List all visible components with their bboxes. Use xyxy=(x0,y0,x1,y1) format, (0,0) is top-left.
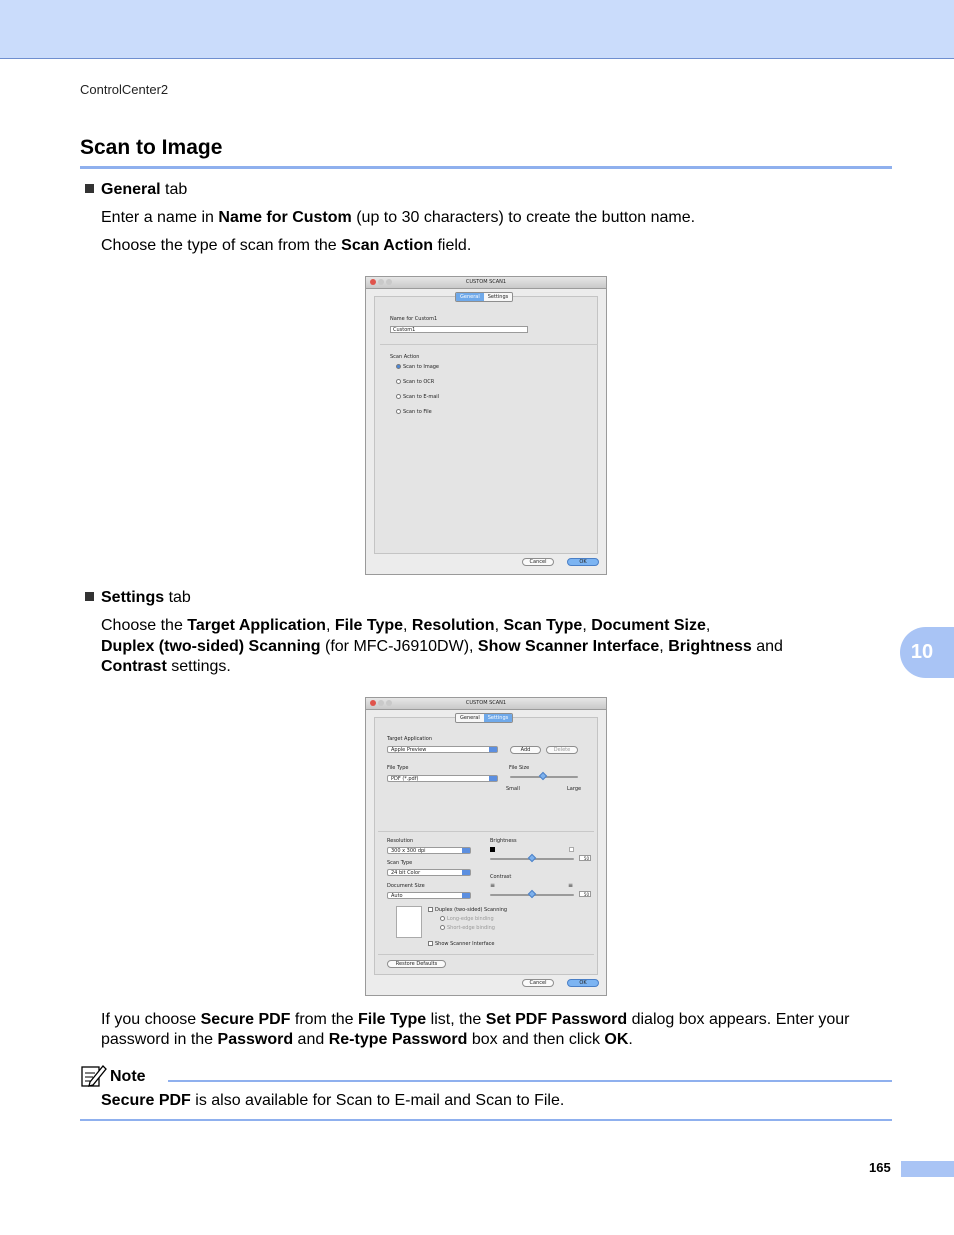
text: . xyxy=(628,1031,633,1048)
text: , xyxy=(494,617,504,634)
settings-paragraph-line-1 xyxy=(101,616,710,636)
contrast-high-icon: ≡ xyxy=(568,882,574,889)
tab-general[interactable]: General xyxy=(456,714,484,722)
text: settings. xyxy=(166,658,231,675)
text: OK xyxy=(604,1031,629,1048)
text: password in the xyxy=(101,1031,218,1048)
section-title: Scan to Image xyxy=(80,136,223,159)
divider xyxy=(380,344,598,345)
radio-icon xyxy=(396,394,401,399)
text: Resolution xyxy=(411,617,495,634)
note-pencil-icon xyxy=(81,1063,107,1087)
small-label: Small xyxy=(506,786,520,792)
text: list, the xyxy=(426,1011,486,1028)
text: Scan Action xyxy=(341,237,434,254)
note-bottom-rule xyxy=(80,1119,892,1121)
brightness-value[interactable]: 50 xyxy=(579,855,591,861)
bullet-square-icon xyxy=(85,184,94,193)
restore-defaults-button[interactable]: Restore Defaults xyxy=(387,960,446,968)
ok-button[interactable]: OK xyxy=(567,558,599,566)
text: is also available for Scan to E-mail and Scan to File. xyxy=(190,1092,565,1109)
text: and xyxy=(751,638,783,655)
text: Choose the xyxy=(101,617,188,634)
text: File Type xyxy=(334,617,404,634)
running-head: ControlCenter2 xyxy=(80,82,169,97)
show-scanner-interface-label: Show Scanner Interface xyxy=(435,941,495,947)
chapter-tab: 10 xyxy=(900,627,954,678)
text: from the xyxy=(290,1011,359,1028)
note-text xyxy=(101,1091,564,1111)
radio-icon xyxy=(440,925,445,930)
target-application-select[interactable]: Apple Preview xyxy=(387,746,498,753)
text: dialog box appears. Enter your xyxy=(627,1011,850,1028)
bullet-square-icon xyxy=(85,592,94,601)
settings-paragraph-line-2 xyxy=(101,637,783,657)
dialog-titlebar xyxy=(366,277,606,289)
general-paragraph-2 xyxy=(101,236,471,256)
text: Password xyxy=(217,1031,294,1048)
settings-bullet xyxy=(85,588,191,608)
text: box and then click xyxy=(467,1031,605,1048)
option-scan-to-file[interactable] xyxy=(396,409,432,415)
text: , xyxy=(582,617,592,634)
file-type-select[interactable]: PDF (*.pdf) xyxy=(387,775,498,782)
cancel-button[interactable]: Cancel xyxy=(522,979,554,987)
duplex-label: Duplex (two-sided) Scanning xyxy=(435,907,508,913)
text: Re-type Password xyxy=(328,1031,468,1048)
dialog-titlebar xyxy=(366,698,606,710)
cancel-button[interactable]: Cancel xyxy=(522,558,554,566)
document-size-select[interactable]: Auto xyxy=(387,892,471,899)
custom-scan-dialog-general xyxy=(365,276,607,575)
resolution-select[interactable]: 300 x 300 dpi xyxy=(387,847,471,854)
general-bullet-rest: tab xyxy=(160,181,188,198)
settings-bullet-rest: tab xyxy=(164,589,191,606)
duplex-document-icon xyxy=(396,906,422,938)
text: and xyxy=(293,1031,329,1048)
contrast-value[interactable]: 50 xyxy=(579,891,591,897)
general-bullet-label: General xyxy=(101,181,161,198)
checkbox-icon xyxy=(428,907,433,912)
text: Document Size xyxy=(591,617,706,634)
divider xyxy=(378,954,594,955)
scan-action-label: Scan Action xyxy=(390,354,420,360)
file-size-label: File Size xyxy=(509,765,530,771)
general-paragraph-1 xyxy=(101,208,695,228)
note-label: Note xyxy=(110,1068,146,1085)
text: Contrast xyxy=(101,658,167,675)
tab-settings[interactable]: Settings xyxy=(484,293,513,301)
text: (for MFC-J6910DW), xyxy=(320,638,478,655)
contrast-label: Contrast xyxy=(490,874,512,880)
text: File Type xyxy=(358,1011,427,1028)
delete-button[interactable]: Delete xyxy=(546,746,578,754)
divider xyxy=(378,831,594,832)
dialog-tabs xyxy=(455,713,513,723)
option-scan-to-ocr[interactable] xyxy=(396,379,434,385)
text: Choose the type of scan from the xyxy=(101,237,342,254)
radio-icon xyxy=(396,364,401,369)
settings-bullet-label: Settings xyxy=(101,589,165,606)
radio-icon xyxy=(440,916,445,921)
page-number: 165 xyxy=(869,1160,891,1175)
long-edge-option[interactable] xyxy=(440,916,494,922)
duplex-checkbox[interactable] xyxy=(428,907,507,913)
resolution-label: Resolution xyxy=(387,838,414,844)
text: Secure PDF xyxy=(200,1011,291,1028)
dialog-title: CUSTOM SCAN1 xyxy=(465,279,507,285)
secure-paragraph-line-1 xyxy=(101,1010,850,1030)
option-scan-to-image[interactable] xyxy=(396,364,439,370)
title-rule xyxy=(80,166,892,169)
settings-paragraph-line-3 xyxy=(101,657,231,677)
brightness-dark-icon xyxy=(490,847,495,852)
contrast-low-icon: ≡ xyxy=(490,882,496,889)
radio-icon xyxy=(396,379,401,384)
text: Brightness xyxy=(668,638,752,655)
dialog-panel xyxy=(374,296,598,554)
text: field. xyxy=(433,237,472,254)
show-scanner-interface-checkbox[interactable] xyxy=(428,941,495,947)
tab-settings[interactable]: Settings xyxy=(484,714,513,722)
radio-icon xyxy=(396,409,401,414)
brightness-label: Brightness xyxy=(490,838,517,844)
text: If you choose xyxy=(101,1011,201,1028)
option-label: Scan to File xyxy=(403,409,432,415)
tab-general[interactable]: General xyxy=(456,293,484,301)
target-application-label: Target Application xyxy=(387,736,432,742)
text: Show Scanner Interface xyxy=(477,638,660,655)
option-label: Scan to OCR xyxy=(403,379,435,385)
text: Set PDF Password xyxy=(485,1011,628,1028)
text: Enter a name in xyxy=(101,209,219,226)
text: Target Application xyxy=(187,617,326,634)
dialog-title: CUSTOM SCAN1 xyxy=(465,700,507,706)
option-label: Scan to Image xyxy=(403,364,440,370)
text: Duplex (two-sided) Scanning xyxy=(101,638,321,655)
dialog-tabs xyxy=(455,292,513,302)
page-number-block xyxy=(901,1161,954,1177)
text: , xyxy=(325,617,335,634)
secure-paragraph-line-2 xyxy=(101,1030,633,1050)
file-type-label: File Type xyxy=(387,765,409,771)
scan-type-label: Scan Type xyxy=(387,860,413,866)
large-label: Large xyxy=(567,786,582,792)
text: , xyxy=(403,617,412,634)
ok-button[interactable]: OK xyxy=(567,979,599,987)
option-label: Scan to E-mail xyxy=(403,394,440,400)
scan-type-select[interactable]: 24 bit Color xyxy=(387,869,471,876)
document-size-label: Document Size xyxy=(387,883,425,889)
text: Name for Custom xyxy=(218,209,352,226)
checkbox-icon xyxy=(428,941,433,946)
name-field[interactable]: Custom1 xyxy=(390,326,528,333)
note-rule xyxy=(168,1080,892,1082)
text: Secure PDF xyxy=(101,1092,191,1109)
add-button[interactable]: Add xyxy=(510,746,541,754)
text: , xyxy=(705,617,711,634)
text: Scan Type xyxy=(503,617,583,634)
header-band xyxy=(0,0,954,59)
general-bullet xyxy=(85,180,187,200)
custom-scan-dialog-settings xyxy=(365,697,607,996)
short-edge-label: Short-edge binding xyxy=(447,925,495,931)
name-label: Name for Custom1 xyxy=(390,316,438,322)
text: (up to 30 characters) to create the button name. xyxy=(351,209,696,226)
short-edge-option[interactable] xyxy=(440,925,495,931)
text: , xyxy=(659,638,669,655)
option-scan-to-email[interactable] xyxy=(396,394,439,400)
brightness-light-icon xyxy=(569,847,574,852)
long-edge-label: Long-edge binding xyxy=(447,916,494,922)
